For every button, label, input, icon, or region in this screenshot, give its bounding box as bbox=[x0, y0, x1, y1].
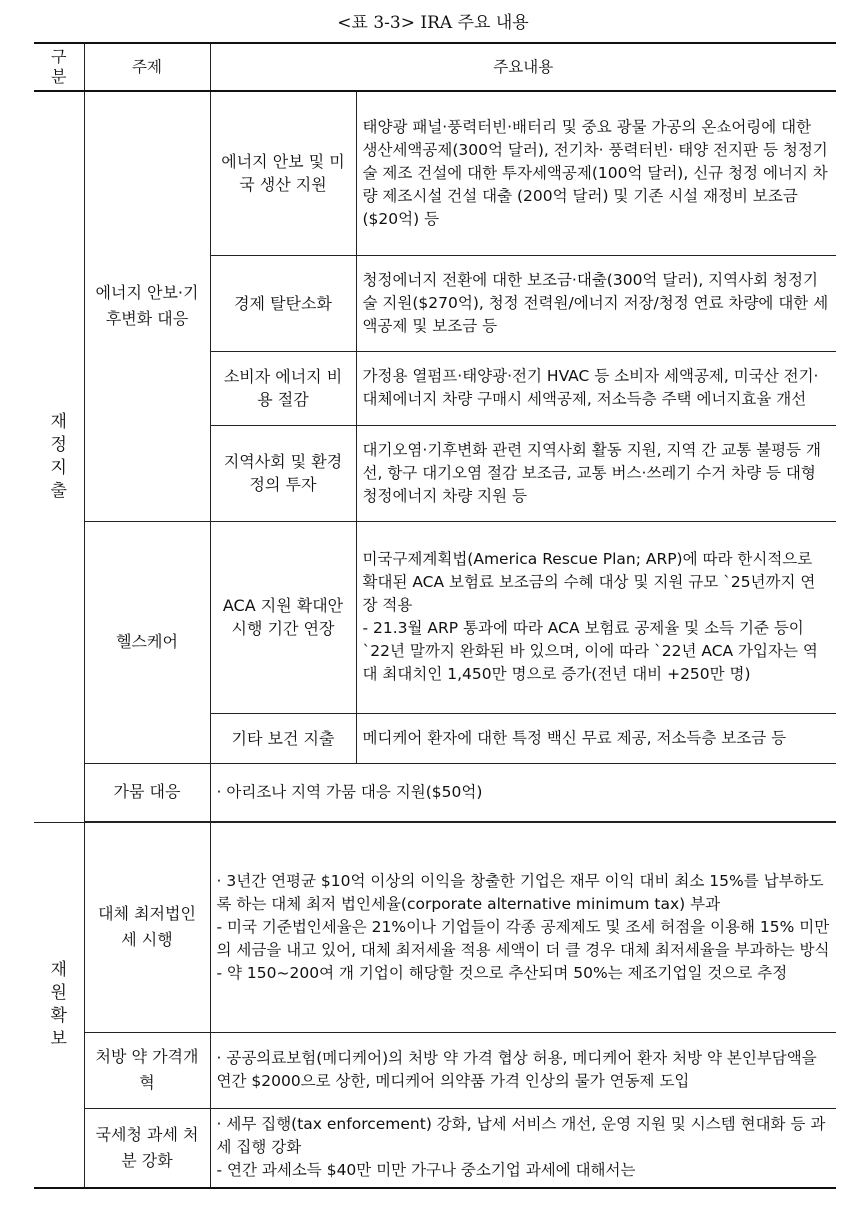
content-dash: - 연간 과세소득 $40만 미만 가구나 중소기업 과세에 대해서는 bbox=[216, 1161, 636, 1180]
content-cell: 청정에너지 전환에 대한 보조금·대출(300억 달러), 지역사회 청정기술 지원($270억), 청정 전력원/에너지 저장/청정 연료 차량에 대한 세액공제 및 보조금 등 bbox=[356, 255, 836, 351]
table-row bbox=[34, 91, 836, 255]
subtopic: 경제 탈탄소화 bbox=[210, 255, 356, 351]
subtopic: 지역사회 및 환경정의 투자 bbox=[210, 425, 356, 521]
topic-drug-price: 처방 약 가격개혁 bbox=[84, 1032, 210, 1108]
header-content: 주요내용 bbox=[210, 43, 836, 91]
content-dash: - 미국 기준법인세율은 21%이나 기업들이 각종 공제제도 및 조세 허점을 이용해 15% 미만의 세금을 내고 있어, 대체 최저세율 적용 세액이 더 클 경우 대체 최저세율을 부과하는 방식 bbox=[216, 917, 830, 959]
content-cell bbox=[356, 521, 836, 713]
content-cell: 가정용 열펌프·태양광·전기 HVAC 등 소비자 세액공제, 미국산 전기·대체에너지 차량 구매시 세액공제, 저소득층 주택 에너지효율 개선 bbox=[356, 351, 836, 425]
content-cell: 메디케어 환자에 대한 특정 백신 무료 제공, 저소득층 보조금 등 bbox=[356, 713, 836, 763]
header-topic: 주제 bbox=[84, 43, 210, 91]
content-cell: · 아리조나 지역 가뭄 대응 지원($50억) bbox=[210, 763, 836, 821]
content-bullet: · 3년간 연평균 $10억 이상의 이익을 창출한 기업은 재무 이익 대비 최소 15%를 납부하도록 하는 대체 최저 법인세율(corporate alternative minimum tax) 부과 bbox=[216, 871, 824, 913]
table-caption: <표 3-3> IRA 주요 내용 bbox=[337, 13, 529, 33]
topic-health: 헬스케어 bbox=[84, 521, 210, 763]
topic-min-tax: 대체 최저법인세 시행 bbox=[84, 822, 210, 1032]
content-bullet: · 공공의료보험(메디케어)의 처방 약 가격 협상 허용, 메디케어 환자 처방 약 본인부담액을 연간 $2000으로 상한, 메디케어 의약품 가격 인상의 물가 연동제 도입 bbox=[216, 1049, 817, 1090]
content-cell bbox=[210, 1108, 836, 1188]
table-row bbox=[34, 521, 836, 713]
table-header-row bbox=[34, 43, 836, 91]
topic-energy: 에너지 안보·기후변화 대응 bbox=[84, 91, 210, 521]
table-row bbox=[34, 822, 836, 1032]
topic-drought: 가뭄 대응 bbox=[84, 763, 210, 821]
table-row bbox=[34, 1108, 836, 1188]
content-cell: 대기오염·기후변화 관련 지역사회 활동 지원, 지역 간 교통 불평등 개선, 항구 대기오염 절감 보조금, 교통 버스·쓰레기 수거 차량 등 대형 청정에너지 차량 지원 등 bbox=[356, 425, 836, 521]
subtopic: ACA 지원 확대안 시행 기간 연장 bbox=[210, 521, 356, 713]
topic-irs: 국세청 과세 처분 강화 bbox=[84, 1108, 210, 1188]
table-row bbox=[34, 763, 836, 821]
content-cell bbox=[210, 822, 836, 1032]
subtopic: 에너지 안보 및 미국 생산 지원 bbox=[210, 91, 356, 255]
content-cell bbox=[210, 1032, 836, 1108]
content-dash: - 약 150~200여 개 기업이 해당할 것으로 추산되며 50%는 제조기업일 것으로 추정 bbox=[216, 963, 788, 982]
content-bullet: · 세무 집행(tax enforcement) 강화, 납세 서비스 개선, 운영 지원 및 시스템 현대화 등 과세 집행 강화 bbox=[216, 1115, 826, 1157]
section-label-revenue: 재 원 확 보 bbox=[34, 822, 84, 1188]
table-row bbox=[34, 1032, 836, 1108]
ira-table bbox=[34, 42, 836, 1189]
subtopic: 소비자 에너지 비용 절감 bbox=[210, 351, 356, 425]
content-main: 미국구제계획법(America Rescue Plan; ARP)에 따라 한시적으로 확대된 ACA 보험료 보조금의 수혜 대상 및 지원 규모 `25년까지 연장 적용 bbox=[362, 550, 816, 614]
content-detail: - 21.3월 ARP 통과에 따라 ACA 보험료 공제율 및 소득 기준 등이 `22년 말까지 완화된 바 있으며, 이에 따라 `22년 ACA 가입자는 역대 최대치인 1,450만 명으로 증가(전년 대비 +250만 명) bbox=[362, 619, 818, 683]
content-cell: 태양광 패널·풍력터빈·배터리 및 중요 광물 가공의 온쇼어링에 대한 생산세액공제(300억 달러), 전기차· 풍력터빈· 태양 전지판 등 청정기술 제조 건설에 대한 투자세액공제(100억 달러), 신규 청정 에너지 차량 제조시설 건설 대출 (200억 달러) 및 기존 시설 재정비 보조금 ($20억) 등 bbox=[356, 91, 836, 255]
subtopic: 기타 보건 지출 bbox=[210, 713, 356, 763]
section-label-spending: 재 정 지 출 bbox=[34, 91, 84, 822]
header-category: 구 분 bbox=[34, 43, 84, 91]
